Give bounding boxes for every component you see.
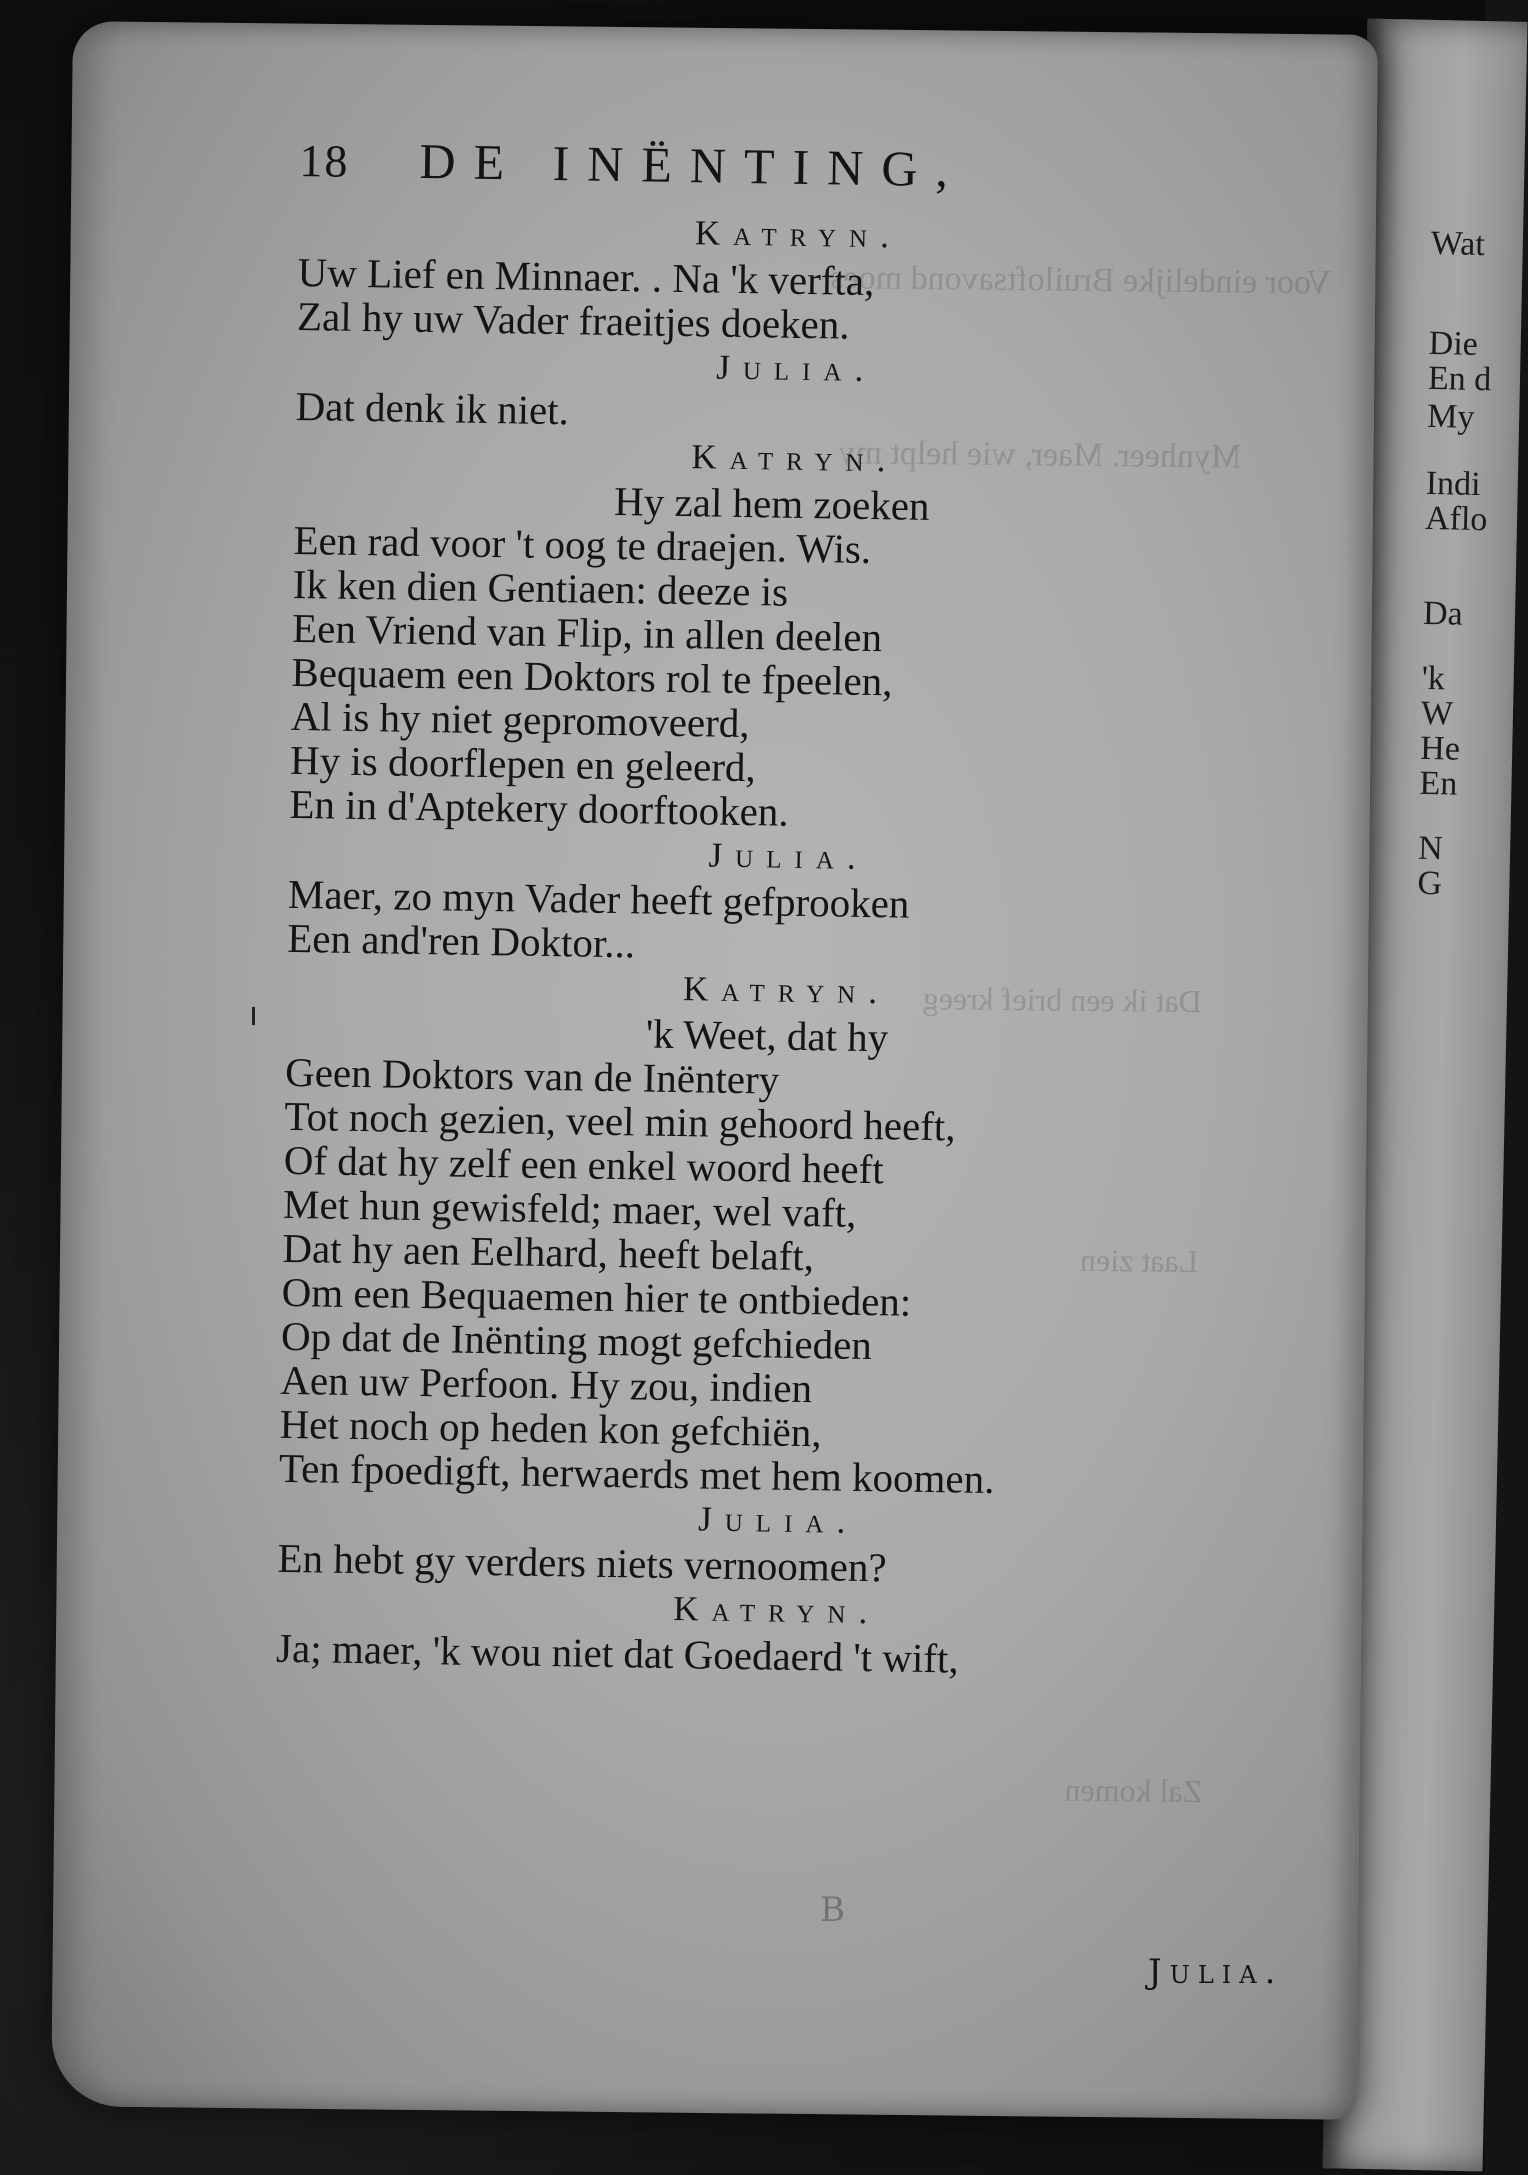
- verse-line: 'k Weet, dat hy: [645, 1010, 889, 1061]
- running-title: DE INËNTING,: [419, 132, 967, 198]
- facing-fragment: Indi: [1425, 464, 1481, 504]
- page-number: 18: [299, 134, 350, 187]
- speaker-name: Julia.: [708, 835, 869, 878]
- verse-line: Zal hy uw Vader fraeitjes doeken.: [296, 292, 850, 348]
- verse-line: Al is hy niet gepromoveerd,: [290, 692, 750, 747]
- verse-line: Een rad voor 't oog te draejen. Wis.: [293, 516, 872, 573]
- facing-fragment: N: [1417, 829, 1444, 868]
- verse-line: Maer, zo myn Vader heeft gefprooken: [287, 870, 910, 927]
- verse-line: Het noch op heden kon gefchiën,: [279, 1400, 822, 1456]
- show-through-text: Laat zien: [1079, 1241, 1199, 1280]
- verse-line: Op dat de Inënting mogt gefchieden: [280, 1312, 873, 1369]
- verse-line: Hy is doorflepen en geleerd,: [289, 736, 757, 791]
- verse-line: En in d'Aptekery doorftooken.: [289, 780, 789, 835]
- speaker-name: Katryn.: [691, 437, 899, 480]
- facing-fragment: Wat: [1430, 224, 1486, 264]
- verse-line: Een Vriend van Flip, in allen deelen: [291, 604, 883, 661]
- facing-fragment: G: [1417, 864, 1443, 903]
- verse-line: Een and'ren Doktor...: [286, 914, 636, 967]
- verse-line: Of dat hy zelf een enkel woord heeft: [283, 1136, 885, 1193]
- verse-line: Met hun gewisfeld; maer, wel vaft,: [282, 1180, 857, 1236]
- verse-line: Ten fpoedigft, herwaerds met hem koomen.: [278, 1444, 995, 1503]
- verse-line: Om een Bequaemen hier te ontbieden:: [281, 1268, 912, 1325]
- facing-fragment: He: [1419, 729, 1461, 768]
- speaker-name: Katryn.: [694, 213, 903, 256]
- verse-line: Uw Lief en Minnaer. . Na 'k verfta,: [297, 248, 875, 305]
- speaker-name: Katryn.: [673, 1589, 881, 1632]
- speaker-name: Julia.: [697, 1499, 859, 1541]
- catchword: Julia.: [1148, 1952, 1284, 1992]
- speaker-name: Julia.: [715, 347, 877, 390]
- verse-line: Dat hy aen Eelhard, heeft belaft,: [282, 1224, 815, 1280]
- verse-line: Tot noch gezien, veel min gehoord heeft,: [284, 1092, 956, 1150]
- facing-fragment: 'k: [1421, 659, 1446, 698]
- verse-line: Aen uw Perfoon. Hy zou, indien: [280, 1356, 813, 1412]
- show-through-text: Mynheer. Maer, wie helpt my: [838, 434, 1242, 476]
- verse-line: Ja; maer, 'k wou niet dat Goedaerd 't wift,: [275, 1624, 960, 1682]
- facing-fragment: W: [1420, 694, 1454, 733]
- facing-fragment: My: [1426, 397, 1475, 436]
- facing-fragment: Die: [1428, 324, 1479, 363]
- show-through-text: Voor eindelijke Bruiloftsavond moes: [830, 259, 1332, 302]
- show-through-text: Dat ik een brief kreeg: [922, 980, 1202, 1020]
- verse-line: Ik ken dien Gentiaen: deeze is: [292, 560, 789, 615]
- verse-line: Hy zal hem zoeken: [613, 477, 930, 529]
- page-text: [276, 130, 1360, 1686]
- verse-lines: [276, 204, 1359, 1686]
- speaker-name: Katryn.: [682, 969, 891, 1012]
- facing-fragment: Da: [1422, 594, 1464, 633]
- verse-line: En hebt gy verders niets vernoomen?: [277, 1534, 887, 1591]
- verse-line: Dat denk ik niet.: [295, 382, 570, 434]
- facing-fragment: Aflo: [1424, 499, 1488, 539]
- margin-mark: [252, 1007, 255, 1025]
- verse-line: Bequaem een Doktors rol te fpeelen,: [291, 648, 893, 705]
- signature-mark: B: [820, 1890, 845, 1930]
- show-through-text: Zal komen: [1064, 1771, 1203, 1810]
- facing-fragment: En: [1419, 764, 1458, 803]
- verse-line: Geen Doktors van de Inëntery: [284, 1048, 780, 1103]
- facing-fragment: En d: [1427, 359, 1492, 399]
